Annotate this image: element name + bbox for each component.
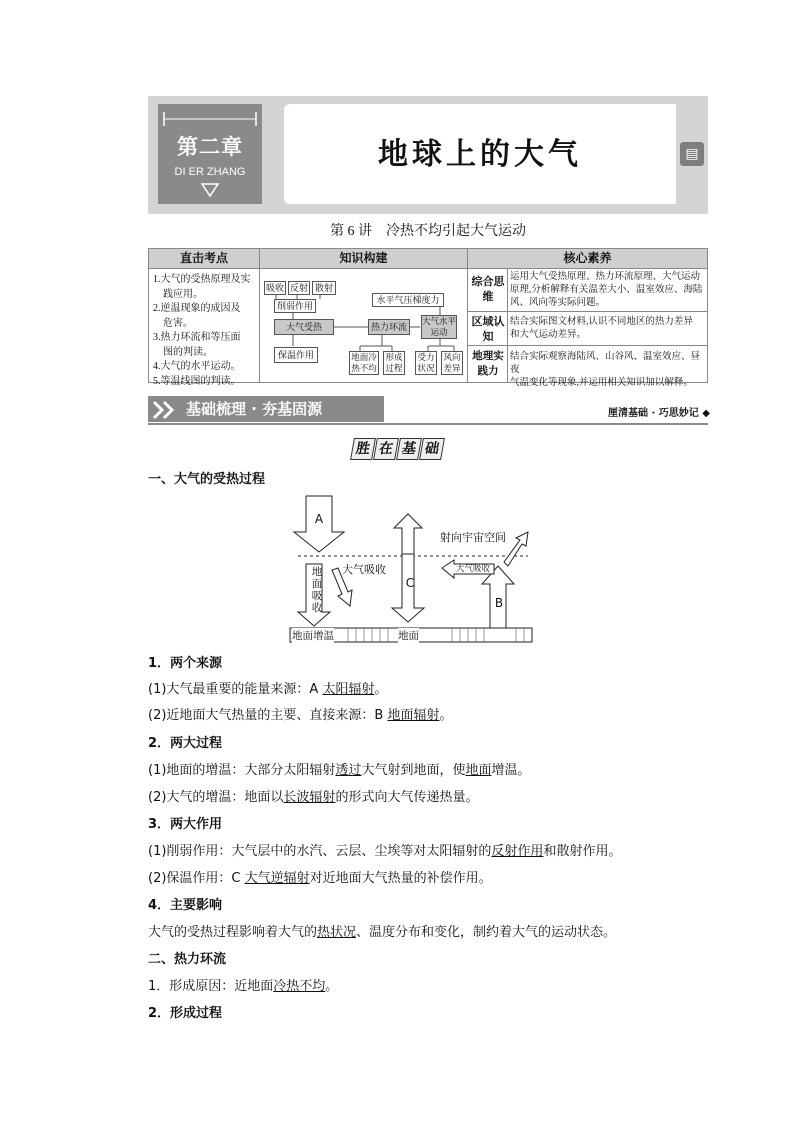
tag-char: 础 (419, 438, 445, 460)
arrow-c-up (394, 514, 422, 554)
competency-line: 运用大气受热原理、热力环流原理、大气运动 (510, 272, 701, 282)
competency-label: 地理实践力 (472, 350, 504, 377)
answer: 太阳辐射 (322, 682, 375, 697)
text: (1)地面的增温：大部分太阳辐射 (148, 763, 336, 778)
topic-line: 2.逆温现象的成因及 (153, 303, 241, 314)
subheading-impact: 4．主要影响 (148, 898, 223, 913)
paragraph (148, 706, 708, 726)
header-competency: 核心素养 (468, 249, 707, 268)
flow-heating: 大气受热 (274, 319, 334, 335)
answer: 大气逆辐射 (244, 871, 310, 886)
paragraph (148, 923, 708, 943)
paragraph (148, 788, 708, 808)
label-a: A (314, 512, 324, 526)
section-slogan (560, 406, 710, 422)
text: (2)大气的增温：地面以 (148, 790, 284, 805)
answer: 透过 (335, 763, 362, 778)
label-space: 射向宇宙空间 (440, 531, 506, 544)
subheading-processes: 2．两大过程 (148, 736, 223, 751)
tag-char: 胜 (350, 438, 376, 460)
topic-line: 5.等温线图的判读。 (153, 375, 241, 387)
subheading-formation: 2．形成过程 (148, 1006, 223, 1021)
flow-circulation: 热力环流 (368, 319, 410, 335)
flow-uneven: 地面冷热不均 (349, 351, 379, 375)
topic-line: 4.大气的水平运动。 (153, 361, 241, 372)
chapter-title: 地球上的大气 (378, 137, 582, 172)
competency-line: 结合实际观察海陆风、山谷风、温室效应、昼夜 (510, 352, 701, 375)
competency-text (510, 351, 707, 390)
divider (507, 269, 508, 382)
flow-force: 受力状况 (415, 351, 437, 375)
topic-line: 3.热力环流和等压面 (153, 332, 241, 343)
label-ground-warm: 地面增温 (292, 630, 334, 642)
flow-form: 形成过程 (383, 351, 405, 375)
text: 1．形成原因：近地面 (148, 979, 274, 994)
section-title: 基础梳理 · 夯基固源 (186, 400, 323, 418)
topic-line: 1.大气的受热原理及实 (153, 274, 251, 285)
answer: 冷热不均 (273, 979, 326, 994)
text: 、温度分布和变化，制约着大气的运动状态。 (356, 925, 617, 940)
flow-absorb: 吸收 (265, 283, 284, 293)
answer: 长波辐射 (283, 790, 336, 805)
competency-line: 结合实际图文材料,认识不同地区的热力差异 (510, 317, 693, 327)
text: 和散射作用。 (543, 844, 622, 859)
answer: 地面辐射 (387, 708, 440, 723)
flow-wind: 风向差异 (441, 351, 463, 375)
label-ground-absorb: 地面吸收 (311, 566, 323, 614)
text: (1)削弱作用：大气层中的水汽、云层、尘埃等对太阳辐射的 (148, 844, 492, 859)
text: 。 (374, 682, 388, 697)
overview-table (148, 248, 708, 388)
text: (2)保温作用：C (148, 871, 245, 886)
label-atm-absorb-2: 大气吸收 (456, 564, 491, 574)
paragraph (148, 680, 708, 700)
diamond-icon: ◆ (702, 408, 710, 419)
topic-line: 践应用。 (163, 288, 203, 300)
heading-1: 一、大气的受热过程 (148, 472, 266, 487)
flow-weaken: 削弱作用 (274, 299, 316, 313)
text: (1)大气最重要的能量来源：A (148, 682, 323, 697)
answer: 地面 (465, 763, 492, 778)
answer: 热状况 (317, 925, 357, 940)
header-knowledge: 知识构建 (260, 249, 468, 268)
text: 大气的受热过程影响着大气的 (148, 925, 318, 940)
text: 增温。 (491, 763, 531, 778)
label-b: B (494, 596, 504, 610)
lecture-title: 第 6 讲 冷热不均引起大气运动 (330, 224, 526, 239)
competency-line: 风、风向等实际问题。 (510, 298, 606, 308)
basics-tag (352, 438, 472, 460)
label-c: C (405, 576, 415, 590)
text: 。 (439, 708, 453, 723)
subheading-sources: 1．两个来源 (148, 656, 223, 671)
text: (2)近地面大气热量的主要、直接来源：B (148, 708, 388, 723)
text: 对近地面大气热量的补偿作用。 (309, 871, 492, 886)
topic-line: 危害。 (163, 317, 193, 329)
label-ground: 地面 (398, 630, 419, 642)
competency-line: 原理,分析解释有关温差大小、温室效应、海陆 (510, 285, 703, 295)
divider (468, 345, 707, 346)
text: 。 (325, 979, 339, 994)
header-exam-points: 直击考点 (149, 249, 260, 268)
heading-2: 二、热力环流 (148, 952, 227, 967)
chevron-double-icon (152, 400, 182, 420)
book-icon[interactable]: ▤ (680, 142, 704, 166)
competency-label: 区域认知 (471, 315, 505, 343)
flow-pressure: 水平气压梯度力 (372, 293, 444, 307)
flow-insulate: 保温作用 (274, 347, 318, 363)
label-atm-absorb: 大气吸收 (342, 563, 386, 576)
paragraph (148, 977, 708, 997)
arrow-to-space (504, 532, 528, 566)
text: 大气射到地面，使 (361, 763, 466, 778)
subheading-effects: 3．两大作用 (148, 817, 223, 832)
flow-horizontal-move: 大气水平运动 (422, 316, 457, 337)
competency-text (510, 316, 693, 342)
paragraph (148, 869, 708, 889)
answer: 反射作用 (491, 844, 544, 859)
paragraph (148, 842, 708, 862)
tag-char: 在 (373, 438, 399, 460)
slogan-text: 厘清基础 · 巧思妙记 (608, 408, 699, 419)
topic-line: 图的判读。 (163, 346, 213, 358)
flow-reflect: 反射 (289, 283, 308, 293)
paragraph (148, 761, 708, 781)
flow-scatter: 散射 (312, 281, 336, 295)
chapter-pinyin: DI ER ZHANG (174, 166, 246, 178)
section-rule (148, 423, 708, 425)
tag-char: 基 (396, 438, 422, 460)
divider (468, 311, 707, 312)
text: 的形式向大气传递热量。 (335, 790, 479, 805)
exam-points-list (153, 273, 257, 389)
competency-line: 和大气运动差异。 (510, 330, 587, 340)
competency-label: 综合思维 (471, 275, 505, 303)
competency-text (510, 271, 702, 310)
competency-line: 气温变化等现象,并运用相关知识加以解释。 (510, 378, 693, 388)
chapter-number: 第二章 (177, 135, 243, 159)
